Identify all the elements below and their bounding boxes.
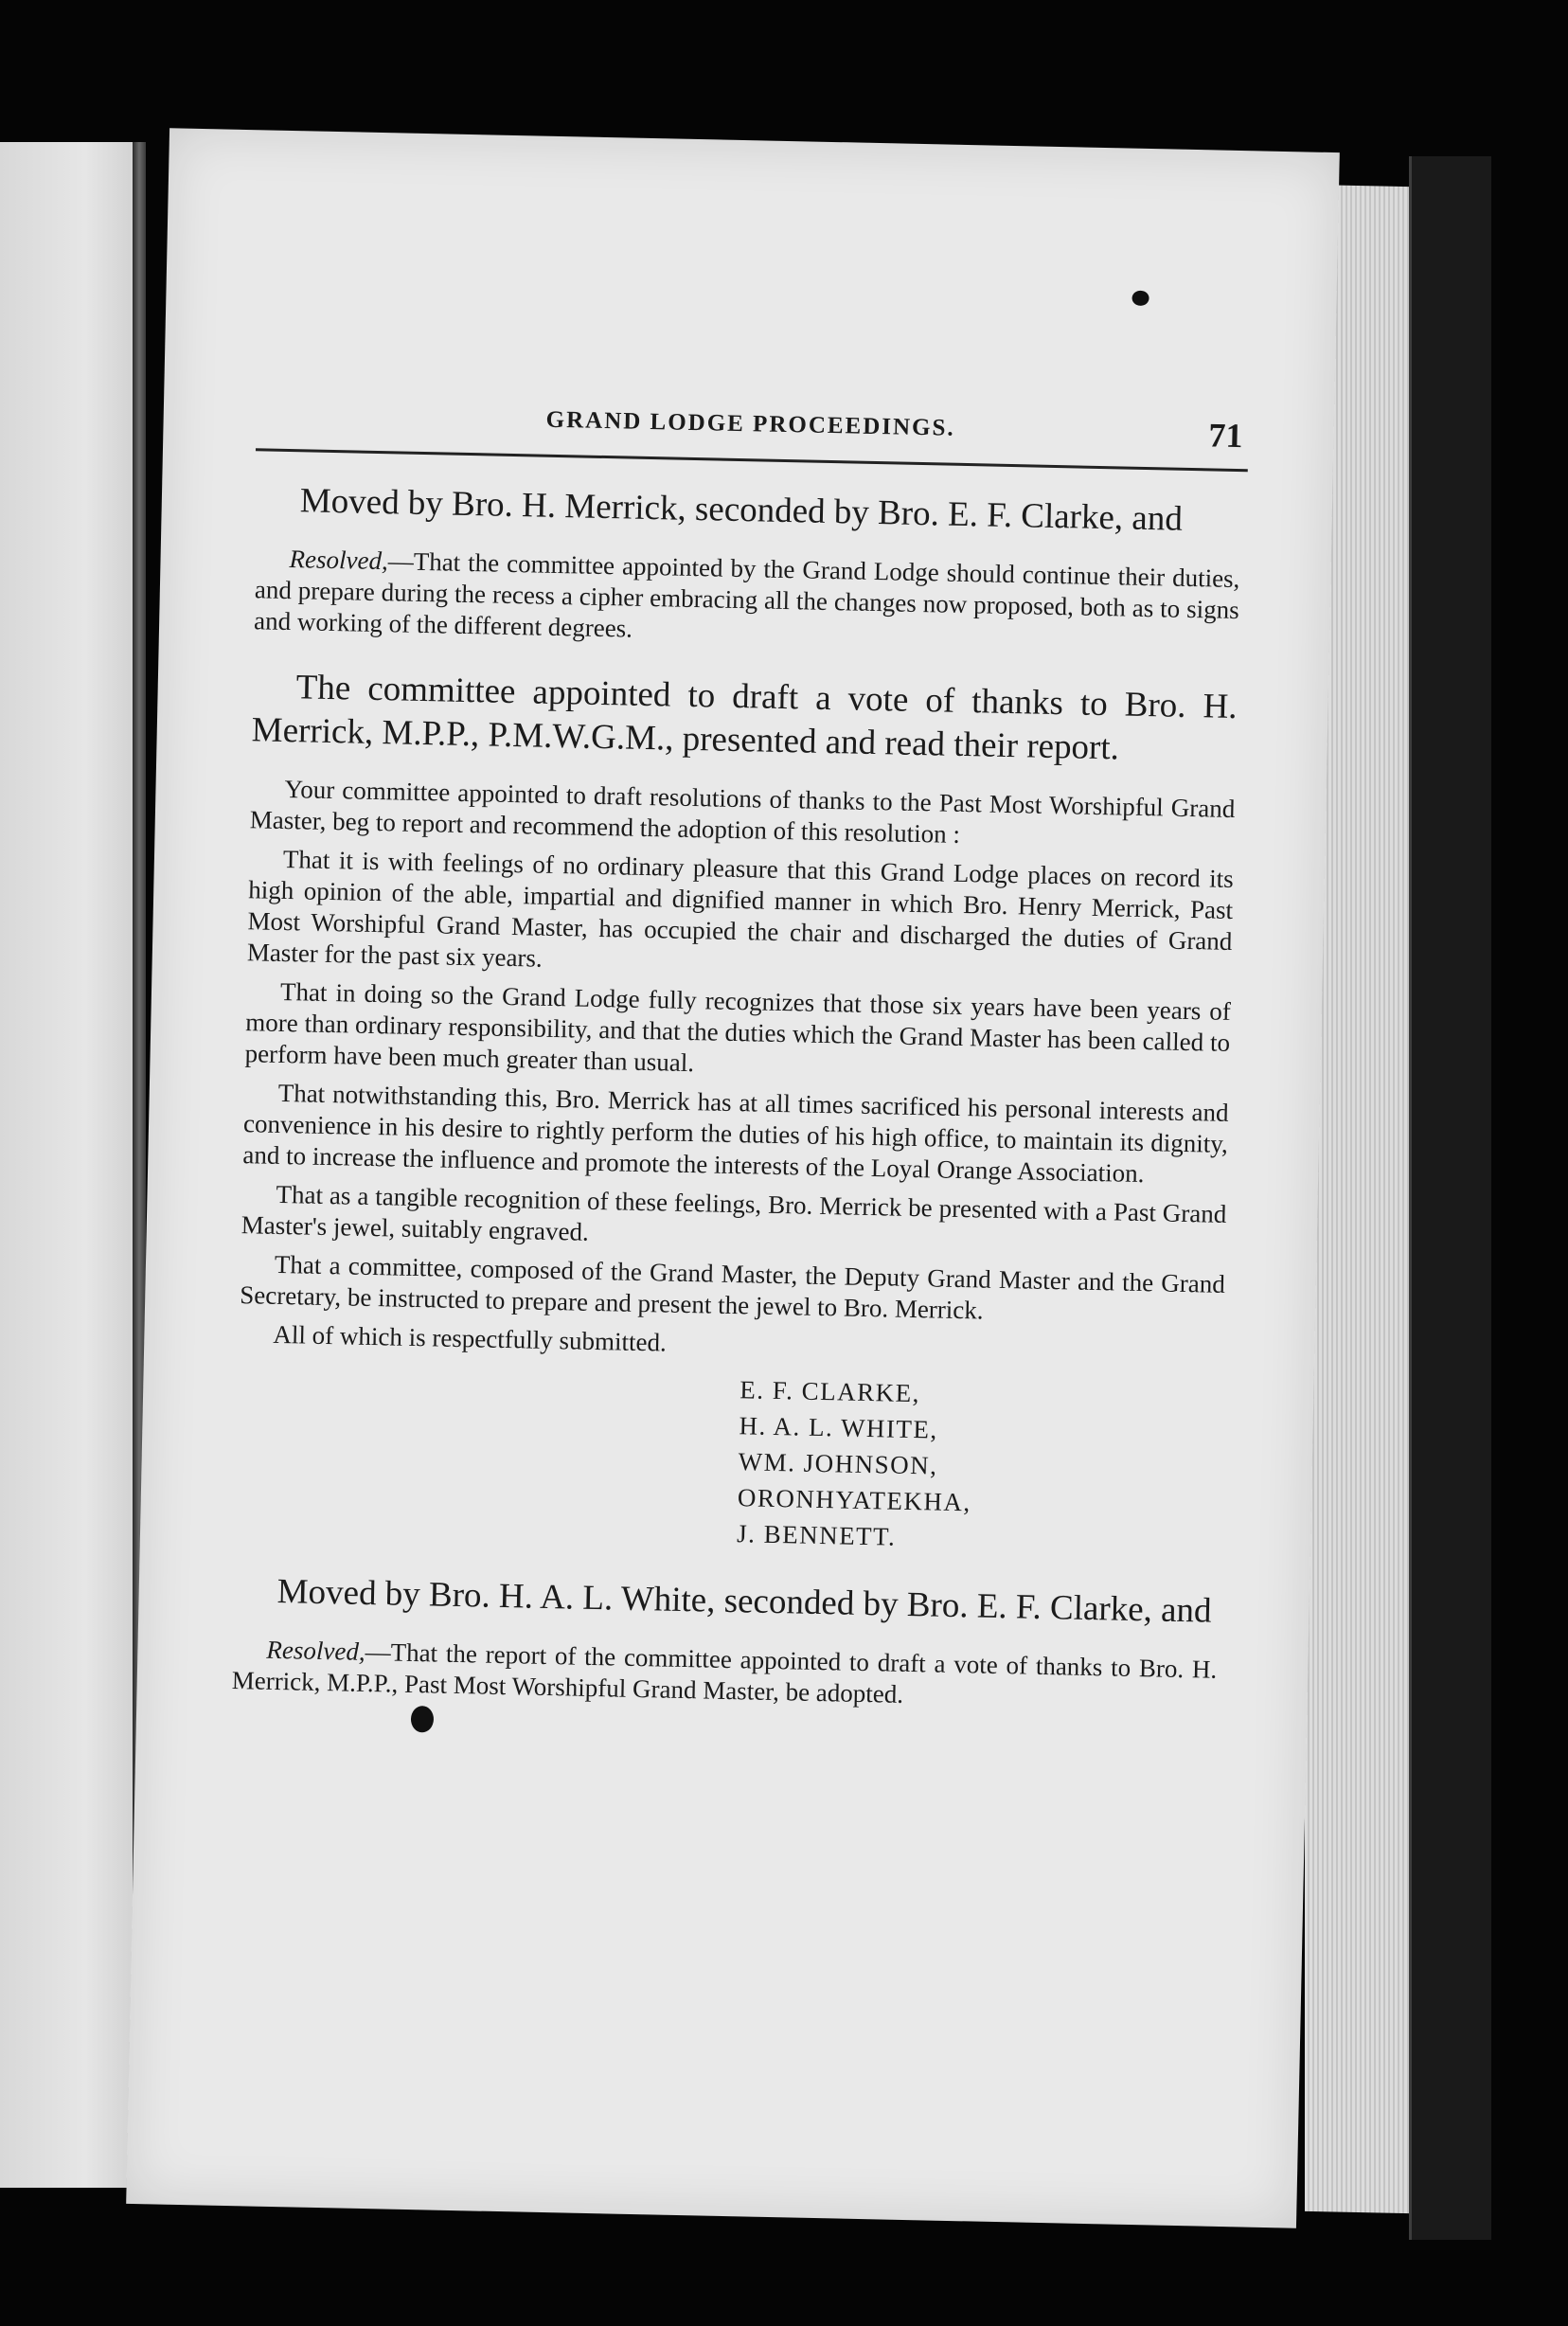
page-body	[231, 461, 1241, 1724]
report-paragraph: That in doing so the Grand Lodge fully recognizes that those six years have been years of more than ordinary responsibility, and that the duties which the Grand Master has been called to perform have been much greater than usual.	[244, 976, 1232, 1078]
report-paragraph: That it is with feelings of no ordinary pleasure that this Grand Lodge places on record its high opinion of the able, impartial and dignified manner in which Bro. Henry Merrick, Past Most Worshipful Grand Master, has occupied the chair and discharged the duties of Grand Master for the past six years.	[246, 844, 1235, 973]
resolution-cipher	[254, 543, 1240, 657]
resolved-label: Resolved,	[266, 1635, 365, 1666]
signatory-list	[737, 1371, 1223, 1562]
report-paragraph: That notwithstanding this, Bro. Merrick has at all times sacrificed his personal interests and convenience in his desire to rightly perform the duties of his high office, to maintain its dignity, and to increase the influence and promote the interests of the Loyal Orange Association.	[242, 1078, 1229, 1189]
motion-white: Moved by Bro. H. A. L. White, seconded by Bro. E. F. Clarke, and	[276, 1572, 1212, 1631]
facing-page-edge	[0, 142, 142, 2188]
resolution-adopt-report	[231, 1634, 1217, 1717]
ink-blot-top	[1131, 291, 1149, 306]
signatory: J. BENNETT.	[736, 1519, 897, 1551]
report-paragraph: That a committee, composed of the Grand Master, the Deputy Grand Master and the Grand Secretary, be instructed to prepare and present the jewel to Bro. Merrick.	[239, 1249, 1226, 1325]
report-closing: All of which is respectfully submitted.	[273, 1319, 668, 1357]
resolution-adopt-report-text: —That the report of the committee appointed to draft a vote of thanks to Bro. H. Merrick, M.P.P., Past Most Worshipful Grand Master, be adopted.	[231, 1637, 1218, 1709]
resolution-cipher-text: —That the committee appointed by the Grand Lodge should continue their duties, and prepare during the recess a cipher embracing all the changes now proposed, both as to signs and working of the different degrees.	[253, 546, 1240, 643]
motion-merrick: Moved by Bro. H. Merrick, seconded by Bro. E. F. Clarke, and	[299, 481, 1184, 539]
report-paragraph: That as a tangible recognition of these feelings, Bro. Merrick be presented with a Past Grand Master's jewel, suitably engraved.	[241, 1179, 1227, 1246]
running-head	[258, 397, 1243, 465]
resolved-label: Resolved,	[289, 545, 389, 576]
signatory: E. F. CLARKE,	[739, 1375, 921, 1408]
book-cover-edge	[1409, 156, 1491, 2240]
signatory: ORONHYATEKHA,	[737, 1483, 971, 1517]
page-number: 71	[1208, 416, 1243, 456]
running-title: GRAND LODGE PROCEEDINGS.	[545, 406, 955, 441]
signatory: WM. JOHNSON,	[738, 1447, 938, 1480]
committee-intro: The committee appointed to draft a vote of thanks to Bro. H. Merrick, M.P.P., P.M.W.G.M., presented and read their report.	[251, 668, 1238, 768]
book-page	[126, 128, 1340, 2228]
report-paragraph: Your committee appointed to draft resolutions of thanks to the Past Most Worshipful Grand Master, beg to report and recommend the adoption of this resolution :	[249, 774, 1236, 849]
ink-blot-middle	[411, 1706, 435, 1732]
signatory: H. A. L. WHITE,	[739, 1411, 939, 1444]
